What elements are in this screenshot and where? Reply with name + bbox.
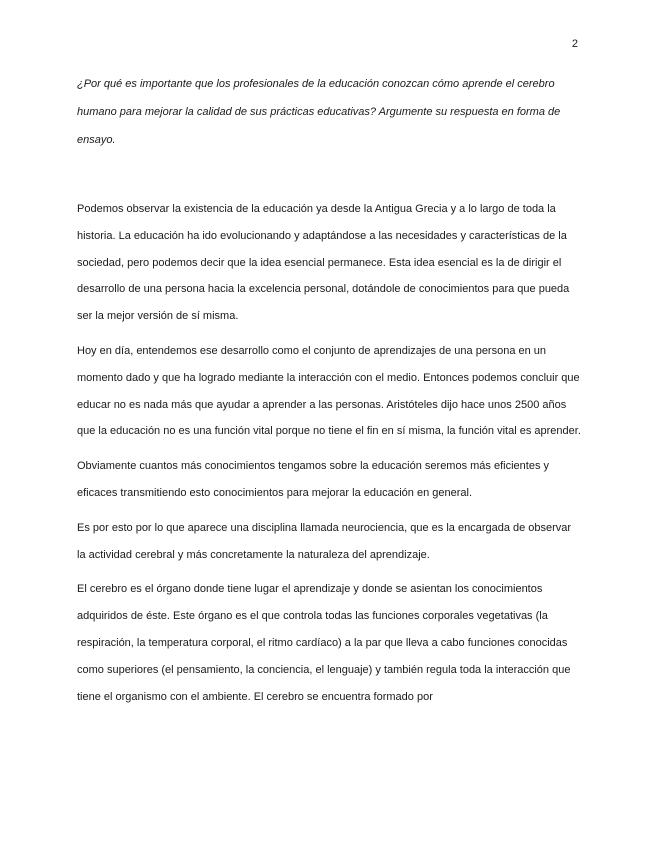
paragraph-2: Hoy en día, entendemos ese desarrollo como el conjunto de aprendizajes de una persona en un momento dado y que ha logrado mediante la interacción con el medio. Entonces podemos concluir que educar no es nada más que ayudar a aprender a las personas. Aristóteles dijo hace unos 2500 años que la educación no es una función vital porque no tiene el fin en sí misma, la función vital es aprender. <box>77 344 581 438</box>
paragraph-4: Es por esto por lo que aparece una disciplina llamada neurociencia, que es la encargada de observar la actividad cerebral y más concretamente la naturaleza del aprendizaje. <box>77 521 572 561</box>
essay-body <box>77 196 582 718</box>
paragraph-1: Podemos observar la existencia de la educación ya desde la Antigua Grecia y a lo largo de toda la historia. La educación ha ido evolucionando y adaptándose a las necesidades y características de la sociedad, pero podemos decir que la idea esencial permanece. Esta idea esencial es la de dirigir el desarrollo de una persona hacia la excelencia personal, dotándole de conocimientos para que pueda ser la mejor versión de sí misma. <box>77 203 570 323</box>
essay-question: ¿Por qué es importante que los profesionales de la educación conozcan cómo aprende el cerebro humano para mejorar la calidad de sus prácticas educativas? Argumente su respuesta en forma de ensayo. <box>77 78 561 146</box>
page-number: 2 <box>571 38 578 50</box>
paragraph-5: El cerebro es el órgano donde tiene lugar el aprendizaje y donde se asientan los conocimientos adquiridos de éste. Este órgano es el que controla todas las funciones corporales vegetativas (la respiración, la temperatura corporal, el ritmo cardíaco) a la par que lleva a cabo funciones conocidas como superiores (el pensamiento, la conciencia, el lenguaje) y también regula toda la interacción que tiene el organismo con el ambiente. El cerebro se encuentra formado por <box>77 583 571 703</box>
paragraph-3: Obviamente cuantos más conocimientos tengamos sobre la educación seremos más eficientes y eficaces transmitiendo esto conocimientos para mejorar la educación en general. <box>77 460 550 499</box>
